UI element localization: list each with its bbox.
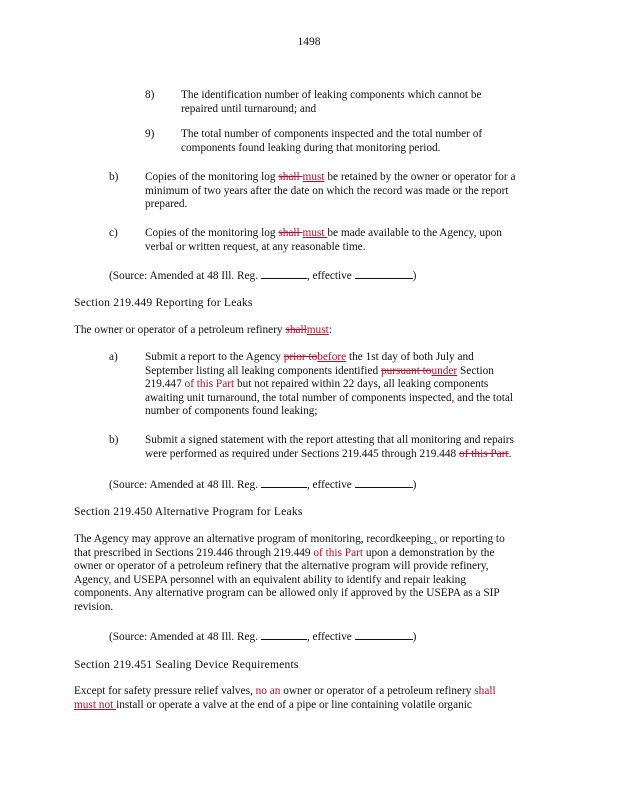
blank-reg <box>261 477 307 488</box>
s451-l1-pre: Except for safety pressure relief valves, <box>74 685 256 697</box>
deleted-text: shall <box>278 227 303 239</box>
a-l1-pre: Submit a report to the Agency <box>145 351 284 363</box>
item-449-b-label: b) <box>109 434 119 446</box>
deleted-text: shall <box>285 324 307 336</box>
s450-l5: components. Any alternative program can be allowed only if approved by the USEPA as a SIP <box>74 587 500 600</box>
item-9-line-1: The total number of components inspected and the total number of <box>181 128 483 140</box>
source-middle: , effective <box>306 631 355 643</box>
a-l5: number of components found leaking; <box>145 405 318 418</box>
section-450-body <box>74 533 505 615</box>
item-8-text <box>181 89 482 116</box>
item-449-b-text <box>145 434 514 461</box>
section-451-heading: Section 219.451 Sealing Device Requirements <box>74 658 299 671</box>
a-l1-post: the 1st day of both July and <box>346 351 474 363</box>
s451-l1-mid: owner or operator of a petroleum refinery <box>280 685 475 697</box>
blank-effective <box>355 268 413 279</box>
inserted-text: of this Part <box>184 378 235 391</box>
inserted-text: of this Part <box>313 546 363 559</box>
item-8-line-1: The identification number of leaking components which cannot be <box>181 89 482 101</box>
source-note-1 <box>109 268 416 284</box>
a-l4-post: and the total <box>454 391 514 404</box>
item-9-text <box>181 128 482 155</box>
page-number: 1498 <box>297 36 321 48</box>
source-suffix: ) <box>412 631 417 643</box>
item-9-line-2: components found leaking during that monitoring period. <box>181 141 441 154</box>
section-449-heading: Section 219.449 Reporting for Leaks <box>74 296 253 309</box>
item-c-label: c) <box>109 227 118 239</box>
item-b-pre: Copies of the monitoring log <box>145 171 279 183</box>
item-b-post: be retained by the owner or operator for a <box>324 171 516 183</box>
deleted-text: of this Part <box>459 447 509 460</box>
source-suffix: ) <box>412 270 417 282</box>
blank-reg <box>261 629 307 640</box>
a-l2-pre: September listing all leaking components identified <box>145 364 381 377</box>
inserted-text: must <box>302 171 325 183</box>
inserted-text: , <box>451 391 455 404</box>
source-suffix: ) <box>412 479 417 491</box>
inserted-text: no an <box>255 685 281 697</box>
s450-l3: owner or operator of a petroleum refinery that the alternative program will provide refinery, <box>74 560 489 573</box>
item-8-label: 8) <box>145 89 155 101</box>
inserted-text: shall <box>474 685 496 697</box>
a-l3-post: but not repaired within 22 days, all leaking components <box>234 378 489 391</box>
item-c-line-2: verbal or written request, at any reasonable time. <box>145 240 366 253</box>
blank-reg <box>261 268 307 279</box>
item-c-text <box>145 227 502 254</box>
item-c-pre: Copies of the monitoring log <box>145 227 279 239</box>
inserted-text: must not <box>74 698 117 711</box>
source-note-3 <box>109 629 416 645</box>
inserted-text: before <box>317 351 347 363</box>
source-prefix: (Source: Amended at 48 Ill. Reg. <box>109 631 261 643</box>
a-l3-pre: 219.447 <box>145 378 185 391</box>
s450-l2-pre: that prescribed in Sections 219.446 through 219.449 <box>74 546 314 559</box>
a-l2-post: Section <box>457 364 494 377</box>
b-l2-post: . <box>508 447 512 460</box>
deleted-text: pursuant to <box>380 364 432 377</box>
b-l1: Submit a signed statement with the report attesting that all monitoring and repairs <box>145 434 514 446</box>
inserted-text: under <box>431 364 458 377</box>
s450-l1-pre: The Agency may approve an alternative program of monitoring, recordkeeping <box>74 533 431 545</box>
a-l4-pre: awaiting unit turnaround, the total number of components inspected <box>145 391 452 404</box>
inserted-text: must <box>306 324 329 336</box>
section-449-intro <box>74 324 332 338</box>
source-prefix: (Source: Amended at 48 Ill. Reg. <box>109 270 261 282</box>
item-b-text <box>145 171 516 212</box>
s450-l4-pre: Agency <box>74 573 109 586</box>
item-449-a-text <box>145 351 513 419</box>
s450-l2-post: upon a demonstration by the <box>363 546 495 559</box>
intro-post: : <box>328 324 332 336</box>
s450-l6: revision. <box>74 600 114 613</box>
s451-l2-post: install or operate a valve at the end of a pipe or line containing volatile organic <box>116 698 472 711</box>
inserted-text: must <box>302 227 328 239</box>
deleted-text: shall <box>278 171 303 183</box>
source-prefix: (Source: Amended at 48 Ill. Reg. <box>109 479 261 491</box>
deleted-text: prior to <box>283 351 318 363</box>
blank-effective <box>355 477 413 488</box>
item-c-post: be made available to the Agency, upon <box>327 227 502 239</box>
item-b-line-3: prepared. <box>145 198 188 211</box>
s450-l4-post: and USEPA personnel with an equivalent ability to identify and repair leaking <box>111 573 466 586</box>
source-middle: , effective <box>306 270 355 282</box>
item-b-line-2: minimum of two years after the date on which the record was made or the report <box>145 184 509 197</box>
section-451-body <box>74 685 496 712</box>
inserted-text: , <box>108 573 112 586</box>
item-8-line-2: repaired until turnaround; and <box>181 102 317 115</box>
section-450-heading: Section 219.450 Alternative Program for Leaks <box>74 505 303 518</box>
s450-l1-post: or reporting to <box>436 533 505 545</box>
source-note-2 <box>109 477 416 493</box>
blank-effective <box>355 629 413 640</box>
intro-pre: The owner or operator of a petroleum refinery <box>74 324 286 336</box>
source-middle: , effective <box>306 479 355 491</box>
item-9-label: 9) <box>145 128 155 140</box>
inserted-text: , <box>430 533 437 545</box>
item-b-label: b) <box>109 171 119 183</box>
item-449-a-label: a) <box>109 351 118 363</box>
b-l2-pre: were performed as required under Sections 219.445 through 219.448 <box>145 447 460 460</box>
